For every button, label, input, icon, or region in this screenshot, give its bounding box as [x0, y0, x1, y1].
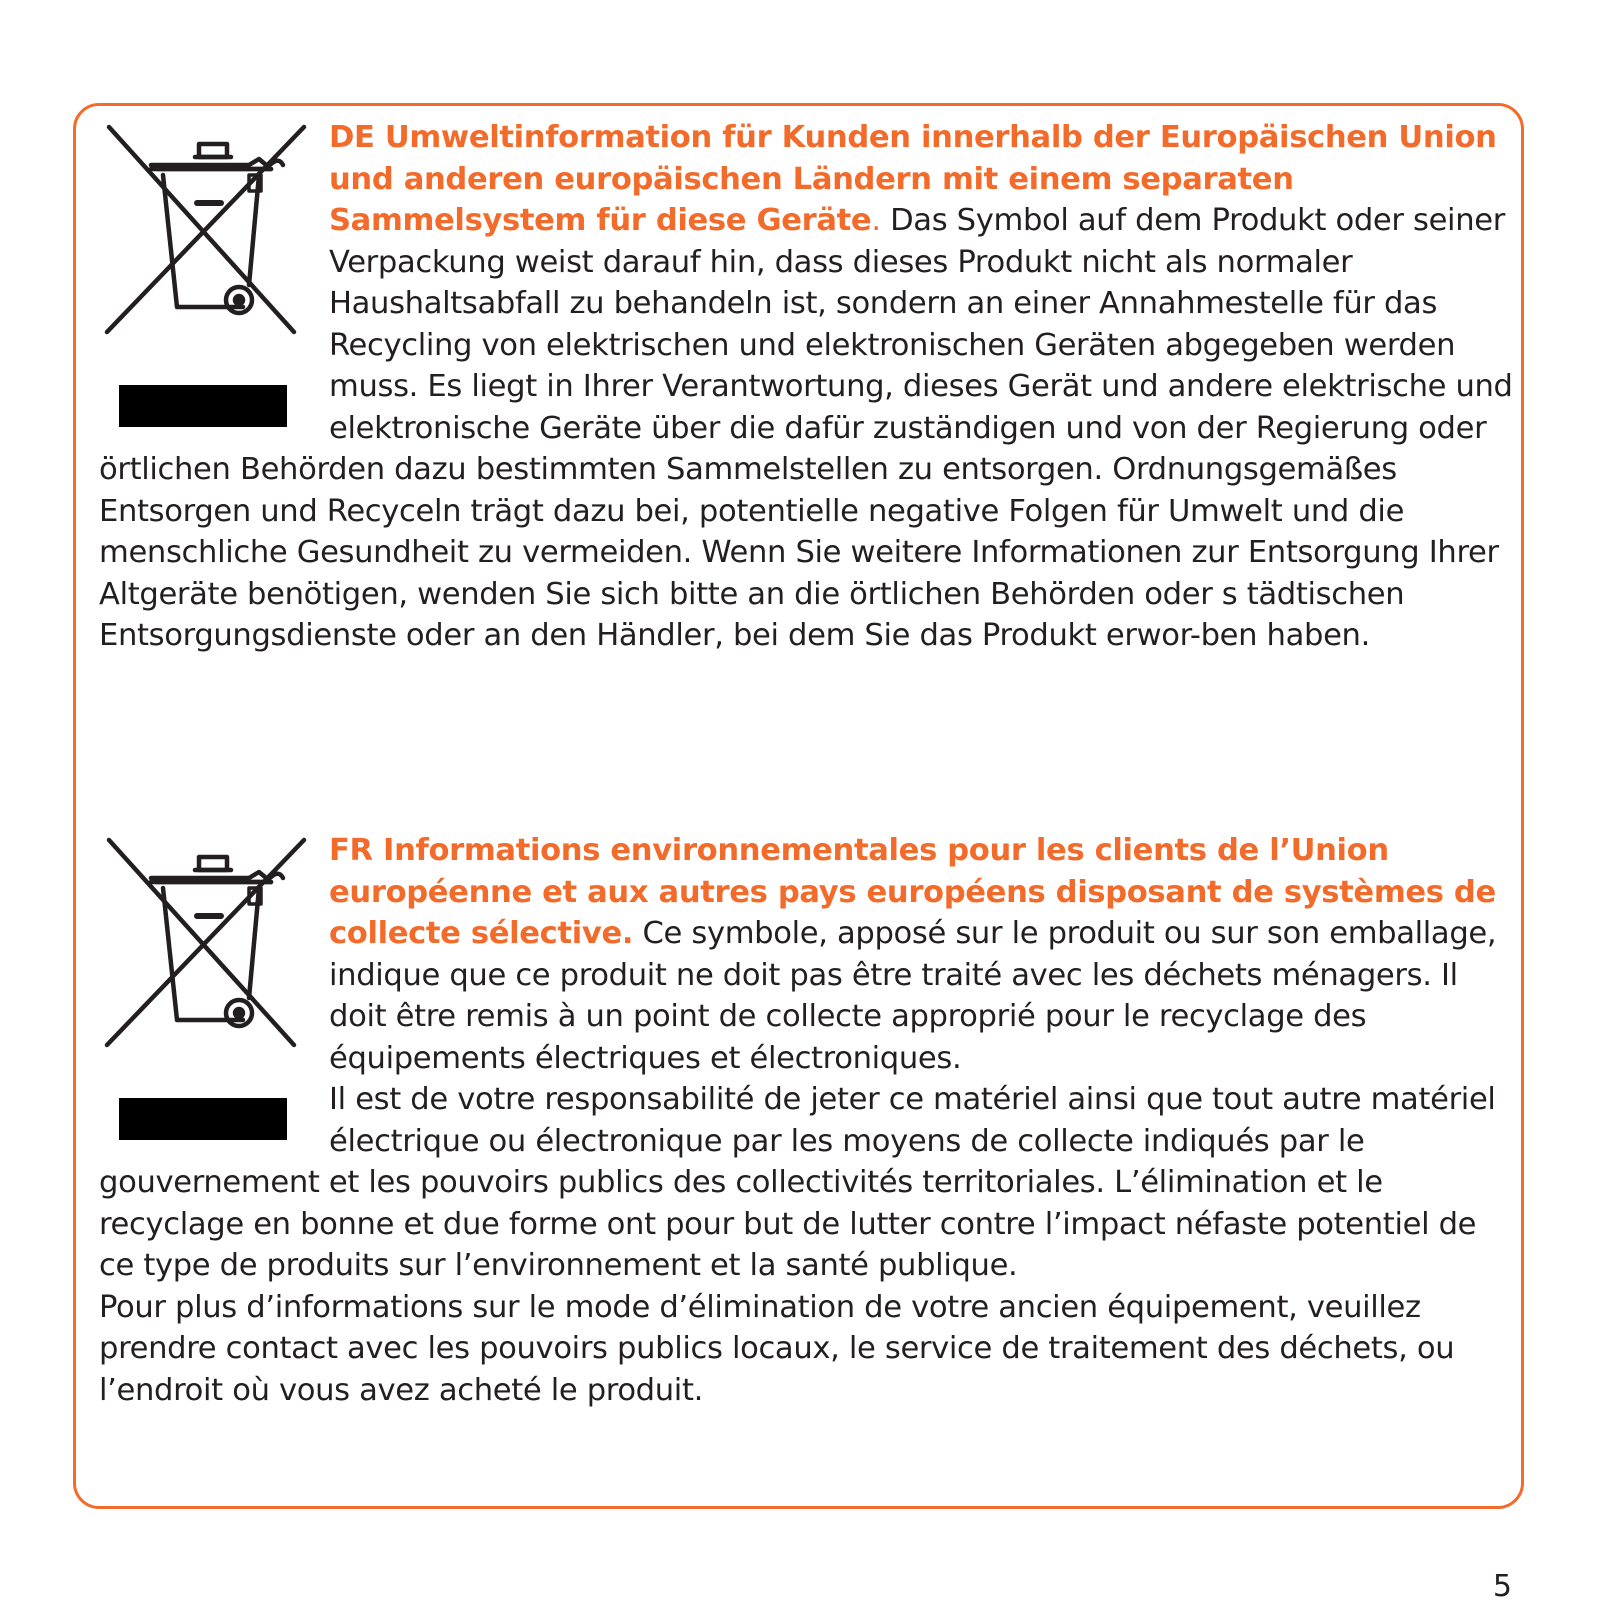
weee-symbol-de: [99, 117, 323, 427]
section-fr: [99, 830, 1519, 1411]
heading-de: DE Umweltinformation für Kunden innerhalb der Europäischen Union und anderen europäischen Ländern mit einem separaten Sammelsystem für diese Geräte: [329, 120, 1497, 238]
page-number: 5: [1492, 1569, 1512, 1604]
heading-fr: FR Informations environnementales pour les clients de l’Union européenne et aux autres pays européens disposant de systèmes de collecte sélective.: [329, 833, 1496, 951]
weee-black-bar: [119, 1098, 287, 1140]
body-de: Das Symbol auf dem Produkt oder seiner Verpackung weist darauf hin, dass dieses Produkt nicht als normaler Haushaltsabfall zu behandeln ist, sondern an einer Annahmestelle für das Recycling von elektrischen und elektronischen Geräten abgegeben werden muss. Es liegt in Ihrer Verantwortung, dieses Gerät und andere elektrische und elektronische Geräte über die dafür zuständigen und von der Regierung oder örtlichen Behörden dazu bestimmten Sammelstellen zu entsorgen. Ordnungsgemäßes Entsorgen und Recyceln trägt dazu bei, potentielle negative Folgen für Umwelt und die menschliche Gesundheit zu vermeiden. Wenn Sie weitere Informationen zur Entsorgung Ihrer Altgeräte benötigen, wenden Sie sich bitte an die örtlichen Behörden oder s tädtischen Entsorgungsdienste oder an den Händler, bei dem Sie das Produkt erwor-ben haben.: [99, 203, 1513, 653]
crossed-out-wheelie-bin-icon: [99, 117, 323, 385]
body-fr: Ce symbole, apposé sur le produit ou sur son emballage, indique que ce produit ne doit pas être traité avec les déchets ménagers. Il doit être remis à un point de collecte approprié pour le recyclage des équipements électriques et électroniques.: [329, 916, 1497, 1076]
weee-black-bar: [119, 385, 287, 427]
body-fr-3: Pour plus d’informations sur le mode d’élimination de votre ancien équipement, veuillez prendre contact avec les pouvoirs publics locaux, le service de traitement des déchets, ou l’endroit où vous avez acheté le produit.: [99, 1289, 1455, 1408]
weee-symbol-fr: [99, 830, 323, 1140]
section-de: [99, 117, 1519, 657]
crossed-out-wheelie-bin-icon: [99, 830, 323, 1098]
heading-de-punct: .: [871, 203, 881, 238]
body-fr-2: Il est de votre responsabilité de jeter ce matériel ainsi que tout autre matériel électrique ou électronique par les moyens de collecte indiqués par le gouvernement et les pouvoirs publics des collectivités territoriales. L’élimination et le recyclage en bonne et due forme ont pour but de lutter contre l’impact néfaste potentiel de ce type de produits sur l’environnement et la santé publique.: [99, 1082, 1496, 1283]
